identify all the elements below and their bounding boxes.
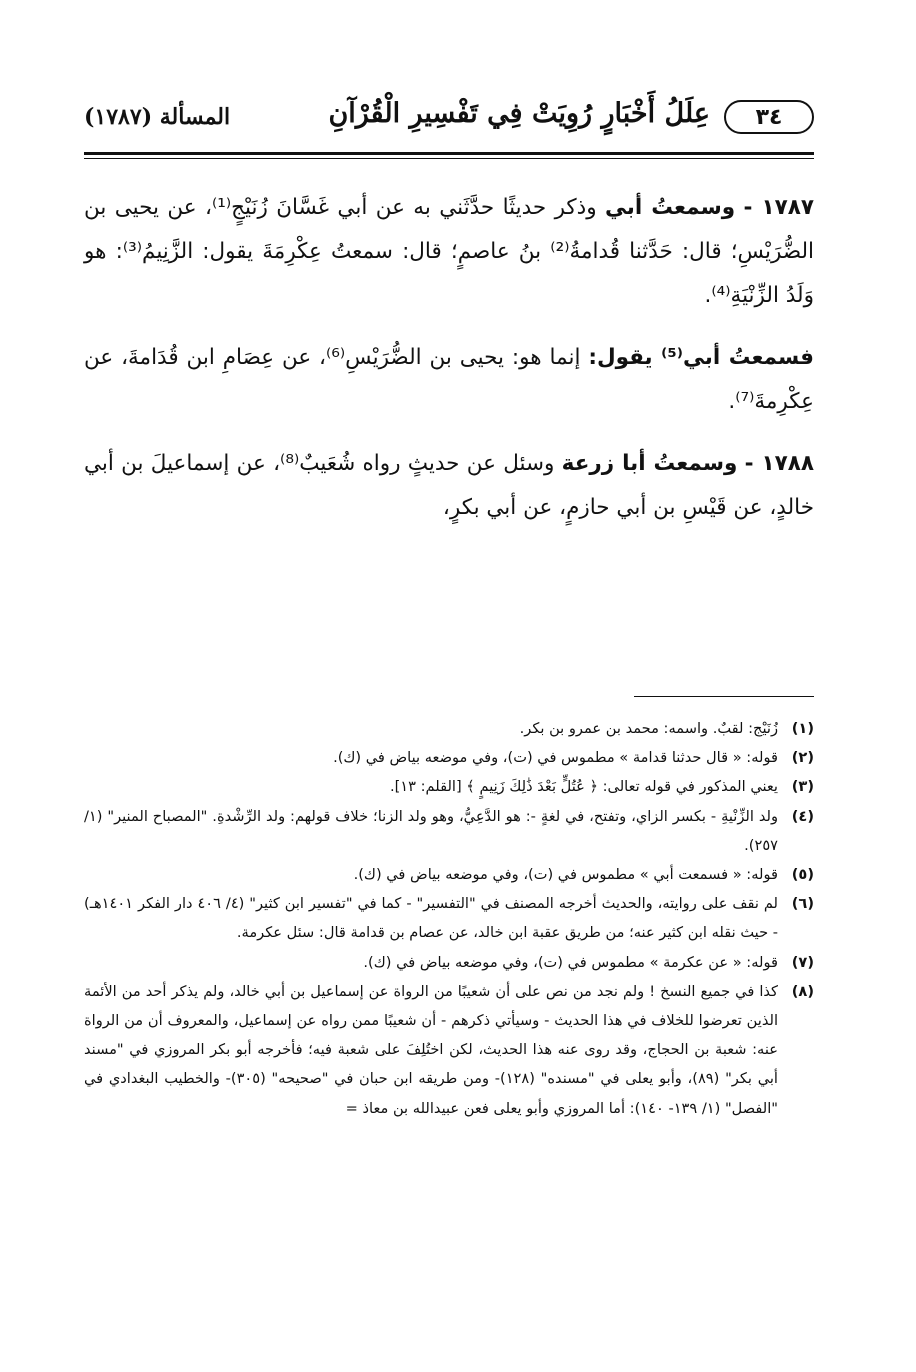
footnote — [84, 977, 814, 1123]
footnote — [84, 802, 814, 860]
footnote-text: ولد الزِّنْيةِ - بكسر الزاي، وتفتح، في لغةٍ -: هو الدَّعِيُّ، وهو ولد الزنا؛ خلاف قولهم: ولد الرِّشْدةِ. "المصباح المنير" (١/ ٢٥٧). — [84, 807, 778, 854]
footnote-text: يعني المذكور في قوله تعالى: ﴿ عُتُلٍّ بَعْدَ ذَٰلِكَ زَنِيمٍ ﴾ [القلم: ١٣]. — [389, 778, 778, 796]
footnote — [84, 889, 814, 947]
header-rule-thick — [84, 152, 814, 155]
paragraph-1787 — [84, 186, 814, 318]
footnote — [84, 714, 814, 743]
footnote-mark: (٨) — [791, 982, 814, 1000]
footnote-mark: (٦) — [791, 895, 814, 913]
footnote — [84, 948, 814, 977]
issue-number: ١٧٨٧ - — [743, 195, 814, 220]
footnote-text: زُنَيْج: لقبٌ. واسمه: محمد بن عمرو بن بكر. — [519, 720, 778, 737]
footnote — [84, 743, 814, 772]
paragraph-1788 — [84, 442, 814, 530]
main-text — [84, 186, 814, 548]
paragraph-lead: وسمعتُ أبي — [605, 195, 736, 220]
footnote-mark: (٢) — [791, 749, 814, 767]
paragraph-body: وذكر حديثًا حدَّثَني به عن أبي غَسَّانَ زُنَيْجٍ⁽¹⁾، عن يحيى بن الضُّرَيْسِ؛ قال: حَدَّثنا قُدامةُ⁽²⁾ بنُ عاصمٍ؛ قال: سمعتُ عِكْرِمَةَ يقول: الزَّنِيمُ⁽³⁾: هو وَلَدُ الزِّنْيَةِ⁽⁴⁾. — [84, 195, 814, 308]
issue-number: ١٧٨٨ - — [744, 451, 814, 476]
footnote-text: لم نقف على روايته، والحديث أخرجه المصنف في "التفسير" - كما في "تفسير ابن كثير" (٤/ ٤٠٦ دار الفكر ١٤٠١هـ) - حيث نقله ابن كثير عنه؛ من طريق عقبة ابن خالد، عن عصام بن قدامة قال: سئل عكرمة. — [84, 895, 778, 942]
page-number-badge — [724, 100, 814, 134]
page-number: ٣٤ — [755, 104, 783, 130]
footnote-text: كذا في جميع النسخ ! ولم نجد من نص على أن شعيبًا من الرواة عن إسماعيل بن أبي خالد، ولم يذكر أحد من الأئمة الذين تعرضوا للخلاف في هذا الحديث - وسيأتي ذكرهم - أن شعيبًا ممن رواه عن إسماعيل، والمعروف أن من الرواة عنه: شعبة بن الحجاج، وقد روى عنه هذا الحديث، لكن اختُلِفَ على شعبة فيه؛ فأخرجه أبو بكر المروزي في "مسند أبي بكر" (٨٩)، وأبو يعلى في "مسنده" (١٢٨)- ومن طريقه ابن حبان في "صحيحه" (٣٠٥)- والخطيب البغدادي في "الفصل" (١/ ١٣٩- ١٤٠): أما المروزي وأبو يعلى فعن عبيدالله بن معاذ = — [84, 982, 778, 1117]
footnote — [84, 772, 814, 801]
paragraph-lead: وسمعتُ أبا زرعة — [561, 451, 738, 476]
book-page — [84, 84, 814, 1117]
footnote-mark: (٤) — [791, 807, 814, 825]
paragraph-body: وسئل عن حديثٍ رواه شُعَيبٌ⁽⁸⁾، عن إسماعيلَ بن أبي خالدٍ، عن قَيْسِ بن أبي حازمٍ، عن أبي بكرٍ، — [84, 451, 814, 520]
paragraph-body: إنما هو: يحيى بن الضُّرَيْسِ⁽⁶⁾، عن عِصَامِ ابن قُدَامةَ، عن عِكْرِمةَ⁽⁷⁾. — [84, 345, 814, 414]
running-header — [84, 84, 814, 146]
issue-label: المسألة (١٧٨٧) — [84, 104, 231, 130]
footnote-text: قوله: « عن عكرمة » مطموس في (ت)، وفي موضعه بياض في (ك). — [363, 953, 778, 971]
header-rule-thin — [84, 158, 814, 159]
footnotes — [84, 714, 814, 1123]
footnote-text: قوله: « فسمعت أبي » مطموس في (ت)، وفي موضعه بياض في (ك). — [353, 866, 778, 884]
footnote-mark: (٥) — [791, 866, 814, 884]
footnote-mark: (٣) — [791, 778, 814, 796]
footnote-text: قوله: « قال حدثنا قدامة » مطموس في (ت)، وفي موضعه بياض في (ك). — [333, 749, 778, 767]
footnote-separator — [634, 696, 814, 697]
footnote — [84, 860, 814, 889]
footnote-mark: (١) — [791, 720, 814, 737]
book-title: عِلَلُ أَخْبَارٍ رُوِيَتْ فِي تَفْسِيرِ الْقُرْآنِ — [328, 98, 710, 129]
paragraph-lead: فسمعتُ أبي⁽⁵⁾ يقول: — [588, 345, 814, 370]
footnote-mark: (٧) — [791, 953, 814, 971]
paragraph-response — [84, 336, 814, 424]
